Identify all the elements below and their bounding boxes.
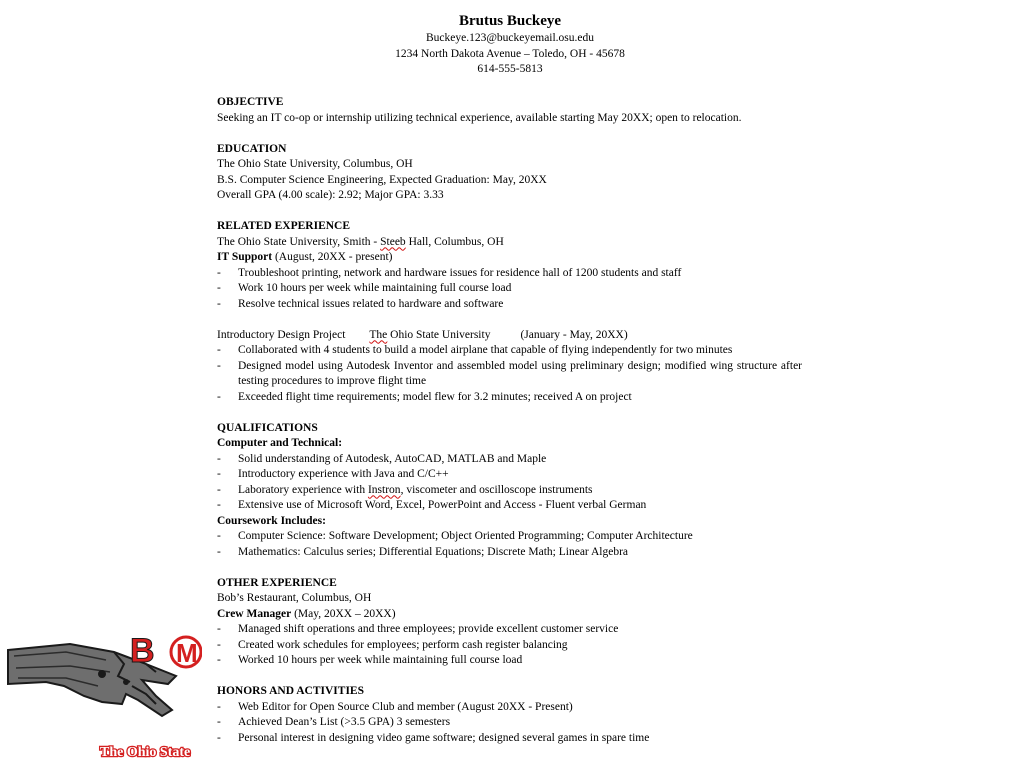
coursework-bullets <box>217 529 817 560</box>
related-experience-dates: (August, 20XX - present) <box>272 251 393 263</box>
dash-marker: - <box>217 545 221 558</box>
dash-marker: - <box>217 716 221 728</box>
applicant-name: Brutus Buckeye <box>458 13 562 29</box>
bullet-text: Resolve technical issues related to hardware and software <box>238 297 504 310</box>
list-item <box>217 281 817 297</box>
dash-marker: - <box>217 499 221 511</box>
robot-hand-logo-icon <box>6 624 202 764</box>
other-experience-title: OTHER EXPERIENCE <box>217 576 337 589</box>
objective-title: OBJECTIVE <box>217 96 284 108</box>
bullet-text: Designed model using Autodesk Inventor and assembled model using preliminary design; modified wing structure after testing procedures to improve flight time <box>238 359 802 387</box>
phone-text: 614-555-5813 <box>477 63 543 75</box>
dash-marker: - <box>217 266 221 279</box>
bullet-text: Mathematics: Calculus series; Differential Equations; Discrete Math; Linear Algebra <box>238 545 629 558</box>
dash-marker: - <box>217 452 221 465</box>
other-experience-bullets <box>217 622 817 669</box>
dash-marker: - <box>217 359 221 372</box>
dash-marker: - <box>217 468 221 480</box>
org-misspelled-word: Steeb <box>380 235 406 248</box>
list-item <box>217 731 817 747</box>
honors-bullets <box>217 700 817 747</box>
dash-marker: - <box>217 654 221 666</box>
list-item <box>217 715 817 731</box>
logo-letter-m: M <box>176 638 198 668</box>
lab-prefix: Laboratory experience with <box>238 483 368 496</box>
org-prefix: The Ohio State University, Smith - <box>217 235 381 248</box>
education-degree: B.S. Computer Science Engineering, Expected Graduation: May, 20XX <box>217 173 547 186</box>
email-text: Buckeye.123@buckeyemail.osu.edu <box>425 32 595 44</box>
bullet-text: Work 10 hours per week while maintaining full course load <box>238 282 512 294</box>
lab-suffix: , viscometer and oscilloscope instruments <box>400 483 593 496</box>
honors-section <box>217 684 817 746</box>
bullet-text: Web Editor for Open Source Club and member (August 20XX - Present) <box>238 700 573 713</box>
list-item <box>217 529 817 545</box>
dash-marker: - <box>217 297 221 310</box>
education-title: EDUCATION <box>217 142 287 155</box>
lab-misspelled-word: Instron <box>367 483 401 496</box>
list-item <box>217 266 817 282</box>
qualifications-title: QUALIFICATIONS <box>217 421 318 434</box>
honors-title: HONORS AND ACTIVITIES <box>217 685 364 697</box>
list-item <box>217 467 817 483</box>
club-logo <box>6 624 202 764</box>
joint <box>98 670 106 678</box>
bullet-text <box>238 484 593 496</box>
list-item <box>217 545 817 561</box>
dash-marker: - <box>217 530 221 542</box>
resume-body <box>217 95 817 762</box>
education-section <box>217 142 817 204</box>
bullet-text: Achieved Dean’s List (>3.5 GPA) 3 semesters <box>238 716 451 728</box>
objective-section <box>217 95 817 126</box>
list-item <box>217 390 817 406</box>
project-name: Introductory Design Project <box>217 328 346 341</box>
project-org <box>369 328 490 344</box>
bullet-text: Computer Science: Software Development; Object Oriented Programming; Computer Architecture <box>238 530 693 542</box>
list-item <box>217 297 817 313</box>
list-item <box>217 622 817 638</box>
bullet-text: Personal interest in designing video game software; designed several games in spare time <box>238 731 650 744</box>
other-experience-role: Crew Manager <box>217 607 292 620</box>
dash-marker: - <box>217 700 221 713</box>
logo-caption: The Ohio State <box>100 745 191 760</box>
bullet-text: Solid understanding of Autodesk, AutoCAD, MATLAB and Maple <box>238 452 547 465</box>
coursework-heading: Coursework Includes: <box>217 514 326 527</box>
list-item <box>217 700 817 716</box>
other-experience-role-line <box>217 607 817 623</box>
list-item <box>217 452 817 468</box>
other-experience-org: Bob’s Restaurant, Columbus, OH <box>217 592 372 604</box>
list-item <box>217 483 817 499</box>
bullet-text: Exceeded flight time requirements; model flew for 3.2 minutes; received A on project <box>238 390 632 403</box>
project-org-misspelled-word: The <box>369 328 388 341</box>
list-item <box>217 343 817 359</box>
list-item <box>217 359 802 390</box>
bullet-text: Created work schedules for employees; perform cash register balancing <box>238 638 568 651</box>
related-experience-role-line <box>217 250 817 266</box>
dash-marker: - <box>217 623 221 635</box>
bullet-text: Troubleshoot printing, network and hardware issues for residence hall of 1200 students and staff <box>238 266 682 279</box>
dash-marker: - <box>217 731 221 744</box>
logo-letter-b: B <box>130 632 155 670</box>
education-school: The Ohio State University, Columbus, OH <box>217 158 413 170</box>
objective-text: Seeking an IT co-op or internship utilizing technical experience, available starting May 20XX; open to relocation. <box>217 111 742 124</box>
other-experience-dates: (May, 20XX – 20XX) <box>291 607 396 620</box>
related-experience-role: IT Support <box>217 251 273 263</box>
joint <box>123 679 129 685</box>
project-bullets <box>217 343 817 405</box>
tech-heading: Computer and Technical: <box>217 437 343 449</box>
bullet-text: Introductory experience with Java and C/C++ <box>238 468 449 480</box>
dash-marker: - <box>217 483 221 496</box>
bullet-text: Collaborated with 4 students to build a model airplane that capable of flying independently for two minutes <box>238 344 733 356</box>
project-header-line <box>217 328 817 344</box>
related-experience-bullets <box>217 266 817 313</box>
other-experience-section <box>217 576 817 669</box>
bullet-text: Managed shift operations and three employees; provide excellent customer service <box>238 623 619 635</box>
org-suffix: Hall, Columbus, OH <box>405 235 504 248</box>
list-item <box>217 653 817 669</box>
address-text: 1234 North Dakota Avenue – Toledo, OH - 45678 <box>395 47 625 60</box>
qualifications-section <box>217 421 817 561</box>
bullet-text: Extensive use of Microsoft Word, Excel, PowerPoint and Access - Fluent verbal German <box>238 499 647 511</box>
resume-header <box>217 11 803 78</box>
list-item <box>217 638 817 654</box>
related-experience-org <box>217 235 817 251</box>
dash-marker: - <box>217 390 221 403</box>
project-org-rest: Ohio State University <box>387 328 491 341</box>
tech-bullets <box>217 452 817 514</box>
dash-marker: - <box>217 344 221 356</box>
education-gpa: Overall GPA (4.00 scale): 2.92; Major GPA: 3.33 <box>217 189 444 201</box>
related-experience-section <box>217 219 817 405</box>
project-dates: (January - May, 20XX) <box>520 328 628 341</box>
bullet-text: Worked 10 hours per week while maintaining full course load <box>238 654 523 666</box>
spacer <box>217 312 817 328</box>
related-experience-title: RELATED EXPERIENCE <box>217 220 351 232</box>
list-item <box>217 498 817 514</box>
dash-marker: - <box>217 638 221 651</box>
dash-marker: - <box>217 282 221 294</box>
